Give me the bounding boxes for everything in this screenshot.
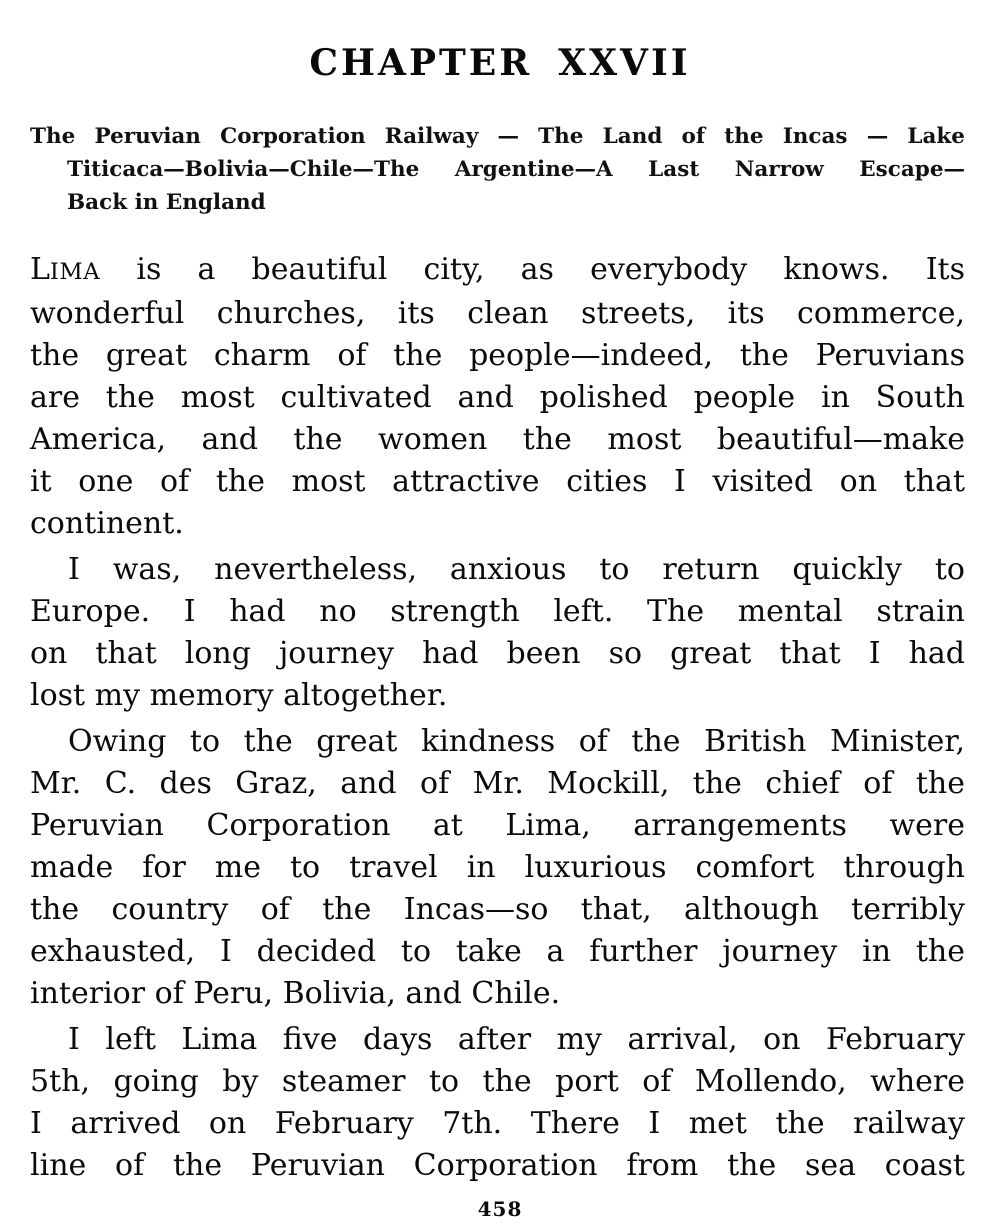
paragraph: [30, 721, 965, 1015]
text-line: Mr. C. des Graz, and of Mr. Mockill, the chief of the: [30, 766, 965, 801]
text-line: Owing to the great kindness of the British Minister,: [68, 724, 965, 759]
paragraph: [30, 249, 965, 545]
argument-line: Back in England: [67, 190, 266, 215]
chapter-heading-word: CHAPTER: [309, 42, 533, 84]
text-line: are the most cultivated and polished people in South: [30, 380, 965, 415]
text-line: LIMA is a beautiful city, as everybody knows. Its: [30, 252, 965, 287]
text-line: Peruvian Corporation at Lima, arrangements were: [30, 808, 965, 843]
argument-line: Titicaca—Bolivia—Chile—The Argentine—A Last Narrow Escape—: [67, 157, 965, 182]
chapter-argument: [30, 120, 965, 219]
text-line: on that long journey had been so great that I had: [30, 636, 965, 671]
text-line: interior of Peru, Bolivia, and Chile.: [30, 976, 561, 1011]
text-line: I arrived on February 7th. There I met the railway: [30, 1106, 965, 1141]
text-line: continent.: [30, 506, 184, 541]
text-line: the great charm of the people—indeed, the Peruvians: [30, 338, 965, 373]
text-line: wonderful churches, its clean streets, its commerce,: [30, 296, 965, 331]
text-line: I left Lima five days after my arrival, on February: [68, 1022, 965, 1057]
text-line: Europe. I had no strength left. The mental strain: [30, 594, 965, 629]
text-line: I was, nevertheless, anxious to return quickly to: [68, 552, 965, 587]
small-caps-lead: IMA: [49, 259, 101, 285]
chapter-number: XXVII: [558, 42, 691, 84]
paragraph: [30, 549, 965, 717]
text-line: lost my memory altogether.: [30, 678, 448, 713]
page-number: 458: [477, 1197, 523, 1221]
text-line: it one of the most attractive cities I visited on that: [30, 464, 965, 499]
text-line: line of the Peruvian Corporation from the sea coast: [30, 1148, 965, 1183]
text-line: made for me to travel in luxurious comfort through: [30, 850, 965, 885]
text-line: the country of the Incas—so that, although terribly: [30, 892, 965, 927]
text-line: exhausted, I decided to take a further journey in the: [30, 934, 965, 969]
paragraph: [30, 1019, 965, 1187]
text-line: America, and the women the most beautiful—make: [30, 422, 965, 457]
body-text: [30, 249, 965, 1187]
small-caps-lead: L: [30, 252, 50, 287]
text-line: 5th, going by steamer to the port of Mollendo, where: [30, 1064, 965, 1099]
chapter-heading: [0, 42, 1000, 84]
argument-line: The Peruvian Corporation Railway — The Land of the Incas — Lake: [30, 124, 965, 149]
